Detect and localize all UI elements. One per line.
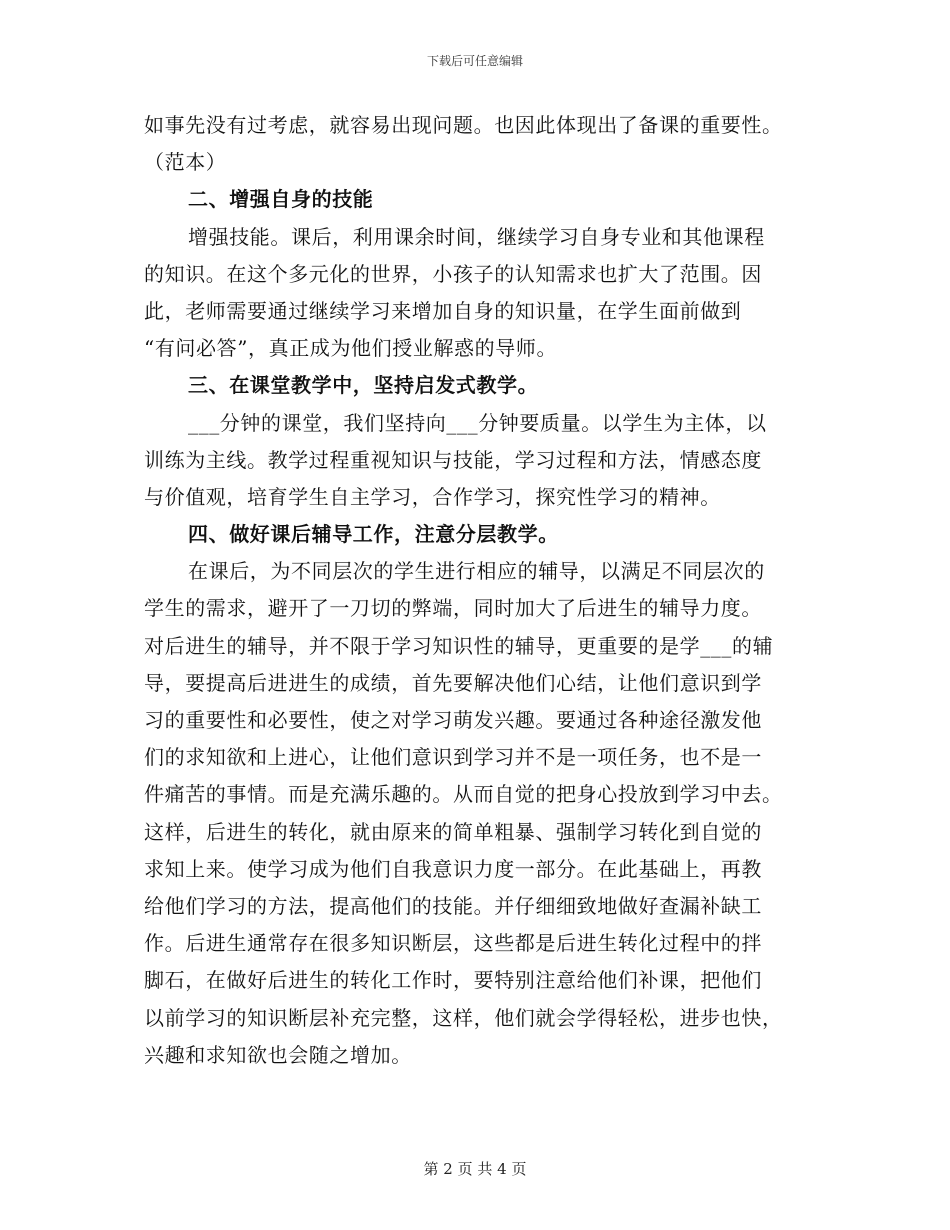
text-line: 兴趣和求知欲也会随之增加。	[144, 1042, 412, 1067]
text-line: 这样，后进生的转化，就由原来的简单粗暴、强制学习转化到自觉的	[144, 819, 762, 844]
text-line: 增强技能。课后，利用课余时间，继续学习自身专业和其他课程	[188, 224, 765, 249]
page-footer: 第 2 页 共 4 页	[423, 1160, 527, 1178]
text-line: ___分钟的课堂，我们坚持向___分钟要质量。以学生为主体，以	[188, 410, 767, 435]
text-line: 们的求知欲和上进心，让他们意识到学习并不是一项任务，也不是一	[144, 745, 762, 770]
text-line: 与价值观，培育学生自主学习，合作学习，探究性学习的精神。	[144, 484, 721, 509]
document-body	[144, 107, 812, 1074]
text-line: 对后进生的辅导，并不限于学习知识性的辅导，更重要的是学___的辅	[144, 633, 774, 658]
text-line: 学生的需求，避开了一刀切的弊端，同时加大了后进生的辅导力度。	[144, 596, 762, 621]
text-line: 的知识。在这个多元化的世界，小孩子的认知需求也扩大了范围。因	[144, 261, 762, 286]
text-line: 如事先没有过考虑，就容易出现问题。也因此体现出了备课的重要性。	[144, 113, 783, 137]
text-line: （范本）	[144, 150, 227, 175]
text-line: 此，老师需要通过继续学习来增加自身的知识量，在学生面前做到	[144, 298, 742, 323]
text-line: 在课后，为不同层次的学生进行相应的辅导，以满足不同层次的	[188, 559, 765, 584]
text-line: 习的重要性和必要性，使之对学习萌发兴趣。要通过各种途径激发他	[144, 708, 762, 732]
text-line: 脚石，在做好后进生的转化工作时，要特别注意给他们补课，把他们	[144, 968, 762, 993]
text-line: “有问必答”，真正成为他们授业解惑的导师。	[144, 336, 558, 361]
section-heading: 三、在课堂教学中，坚持启发式教学。	[188, 373, 539, 398]
text-line: 训练为主线。教学过程重视知识与技能，学习过程和方法，情感态度	[144, 447, 762, 472]
text-line: 件痛苦的事情。而是充满乐趣的。从而自觉的把身心投放到学习中去。	[144, 782, 783, 807]
section-heading: 二、增强自身的技能	[188, 187, 374, 212]
text-line: 导，要提高后进进生的成绩，首先要解决他们心结，让他们意识到学	[144, 670, 762, 695]
text-line: 作。后进生通常存在很多知识断层，这些都是后进生转化过程中的拌	[144, 931, 762, 956]
text-line: 给他们学习的方法，提高他们的技能。并仔细细致地做好查漏补缺工	[144, 893, 762, 918]
page-header: 下载后可任意编辑	[426, 54, 523, 68]
text-line: 求知上来。使学习成为他们自我意识力度一部分。在此基础上，再教	[144, 856, 762, 881]
text-line: 以前学习的知识断层补充完整，这样，他们就会学得轻松，进步也快，	[144, 1005, 783, 1030]
section-heading: 四、做好课后辅导工作，注意分层教学。	[188, 522, 559, 547]
